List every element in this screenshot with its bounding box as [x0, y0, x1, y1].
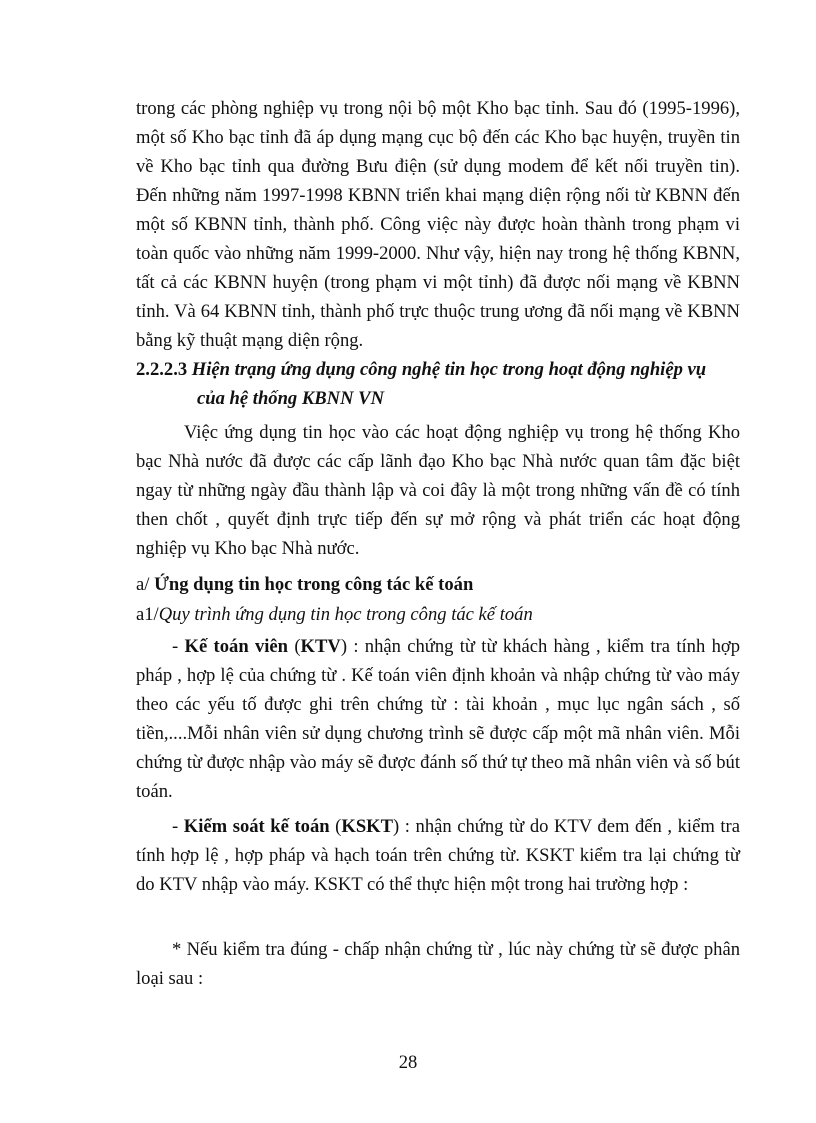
- ktv-abbr: KTV: [300, 636, 341, 657]
- ktv-body: ) : nhận chứng từ từ khách hàng , kiểm tra tính hợp pháp , hợp lệ của chứng từ . Kế toán viên định khoản và nhập chứng từ vào máy theo các yếu tố được ghi trên chứng từ : tài khoản , mục lục ngân sách , số tiền,....Mỗi nhân viên sử dụng chương trình sẽ được cấp một mã nhân viên. Mỗi chứng từ được nhập vào máy sẽ được đánh số thứ tự theo mã nhân viên và số bút toán.: [136, 636, 740, 802]
- paragraph-intro: Việc ứng dụng tin học vào các hoạt động nghiệp vụ trong hệ thống Kho bạc Nhà nước đã được các cấp lãnh đạo Kho bạc Nhà nước quan tâm đặc biệt ngay từ những ngày đầu thành lập và coi đây là một trong những vấn đề có tính then chốt , quyết định trực tiếp đến sự mở rộng và phát triển các hoạt động nghiệp vụ Kho bạc Nhà nước.: [136, 422, 740, 559]
- page-number: 28: [398, 1052, 418, 1073]
- subsection-a1-prefix: a1/: [136, 604, 159, 625]
- ktv-term: Kế toán viên: [184, 636, 289, 657]
- paragraph-ke-toan-vien: [136, 632, 740, 806]
- kskt-paren-open: (: [329, 816, 342, 837]
- section-number: 2.2.2.3: [136, 359, 188, 380]
- section-heading-line2: của hệ thống KBNN VN: [197, 388, 385, 409]
- ktv-paren-open: (: [288, 636, 301, 657]
- kskt-body: ) : nhận chứng từ do KTV đem đến , kiểm tra tính hợp lệ , hợp pháp và hạch toán trên chứng từ. KSKT kiểm tra lại chứng từ do KTV nhập vào máy. KSKT có thể thực hiện một trong hai trường hợp :: [136, 816, 740, 895]
- kskt-dash: -: [172, 816, 179, 837]
- subsection-a-heading: [136, 570, 473, 599]
- subsection-a1-title: Quy trình ứng dụng tin học trong công tác kế toán: [158, 604, 533, 625]
- paragraph-network-history: trong các phòng nghiệp vụ trong nội bộ một Kho bạc tỉnh. Sau đó (1995-1996), một số Kho bạc tỉnh đã áp dụng mạng cục bộ đến các Kho bạc huyện, truyền tin về Kho bạc tỉnh qua đường Bưu điện (sử dụng modem để kết nối truyền tin). Đến những năm 1997-1998 KBNN triển khai mạng diện rộng nối từ KBNN đến một số KBNN tỉnh, thành phố. Công việc này được hoàn thành trong phạm vi toàn quốc vào những năm 1999-2000. Như vậy, hiện nay trong hệ thống KBNN, tất cả các KBNN huyện (trong phạm vi một tỉnh) đã được nối mạng về KBNN tỉnh. Và 64 KBNN tỉnh, thành phố trực thuộc trung ương đã nối mạng về KBNN bằng kỹ thuật mạng diện rộng.: [136, 98, 740, 351]
- section-heading-line1: Hiện trạng ứng dụng công nghệ tin học trong hoạt động nghiệp vụ: [191, 359, 707, 380]
- section-heading-2-2-2-3: [136, 355, 740, 384]
- paragraph-kiem-soat-ke-toan: [136, 812, 740, 899]
- paragraph-check-correct: * Nếu kiểm tra đúng - chấp nhận chứng từ , lúc này chứng từ sẽ được phân loại sau :: [136, 939, 740, 989]
- kskt-term: Kiểm soát kế toán: [183, 816, 330, 837]
- ktv-dash: -: [172, 636, 179, 657]
- subsection-a-prefix: a/: [136, 574, 150, 595]
- subsection-a-title: Ứng dụng tin học trong công tác kế toán: [154, 574, 474, 595]
- kskt-abbr: KSKT: [341, 816, 394, 837]
- subsection-a1-heading: [136, 600, 533, 629]
